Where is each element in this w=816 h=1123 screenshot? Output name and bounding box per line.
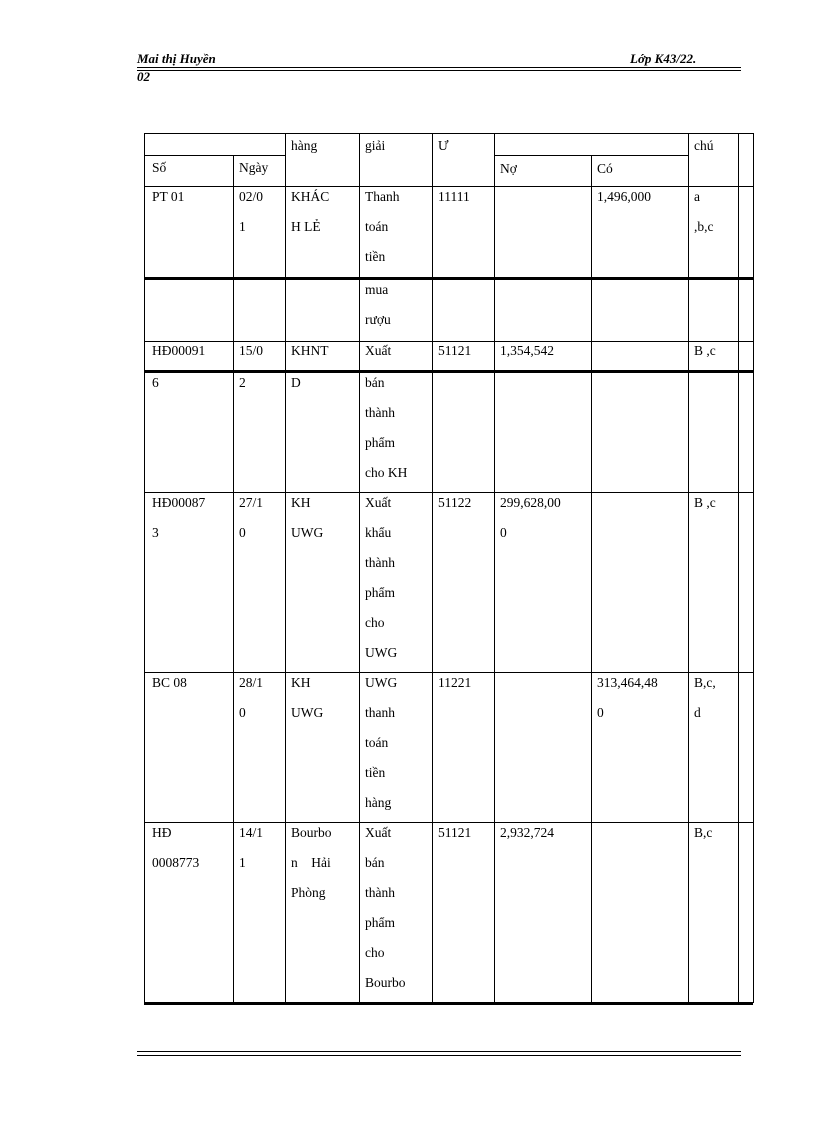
header-co: Có: [597, 161, 613, 176]
row-break-2: [144, 370, 753, 373]
cell-so: HĐ00091: [152, 343, 206, 358]
cell-ghi-chu: a: [694, 189, 700, 204]
cell-khach: UWG: [291, 705, 324, 720]
cell-ghi-chu: ,b,c: [694, 219, 714, 234]
row-break-1: [144, 277, 753, 280]
col-divider-tk-no: [494, 133, 495, 1003]
cell-so: 6: [152, 375, 159, 390]
header-author-line2: 02: [137, 69, 150, 84]
cell-ngay: 1: [239, 855, 246, 870]
cell-ghi-chu: B ,c: [694, 495, 716, 510]
table-border-left: [144, 133, 145, 1003]
header-class: Lớp K43/22.: [630, 51, 697, 66]
cell-khach: KHNT: [291, 343, 329, 358]
cell-dien-giai: phẩm: [365, 585, 395, 600]
cell-ngay: 14/1: [239, 825, 264, 840]
header-description: giải: [365, 138, 386, 153]
cell-dien-giai: Xuất: [365, 495, 392, 510]
cell-tk: 11111: [438, 189, 470, 204]
header-rule: [137, 67, 741, 68]
table-border-right: [753, 133, 754, 1003]
cell-dien-giai: mua: [365, 282, 389, 297]
cell-khach: D: [291, 375, 301, 390]
cell-dien-giai: hàng: [365, 795, 392, 810]
col-divider-khach-dg: [359, 133, 360, 1003]
table-border-bottom: [144, 1002, 753, 1005]
col-divider-so-ngay: [233, 155, 234, 1003]
cell-so: PT 01: [152, 189, 185, 204]
cell-ngay: 02/0: [239, 189, 264, 204]
header-so: Số: [152, 160, 167, 175]
header-account: Ư: [438, 138, 449, 153]
cell-khach: UWG: [291, 525, 324, 540]
cell-dien-giai: Bourbo: [365, 975, 406, 990]
cell-ngay: 28/1: [239, 675, 264, 690]
col-divider-co-note: [688, 133, 689, 1003]
cell-ngay: 0: [239, 525, 246, 540]
footer-rule: [137, 1051, 741, 1052]
cell-dien-giai: toán: [365, 735, 389, 750]
col-divider-ngay-khach: [285, 133, 286, 1003]
cell-dien-giai: thành: [365, 885, 395, 900]
header-split-right: [494, 155, 688, 156]
cell-ghi-chu: B,c,: [694, 675, 716, 690]
cell-co: 313,464,48: [597, 675, 658, 690]
cell-dien-giai: khẩu: [365, 525, 392, 540]
cell-dien-giai: cho KH: [365, 465, 408, 480]
cell-tk: 51121: [438, 825, 472, 840]
cell-ngay: 0: [239, 705, 246, 720]
cell-dien-giai: thành: [365, 555, 395, 570]
cell-dien-giai: phẩm: [365, 435, 395, 450]
header-rule-2: [137, 70, 741, 71]
cell-khach: Bourbo: [291, 825, 332, 840]
header-author: Mai thị Huyền: [137, 51, 216, 66]
cell-dien-giai: cho: [365, 945, 385, 960]
cell-dien-giai: tiền: [365, 765, 386, 780]
cell-ngay: 15/0: [239, 343, 264, 358]
header-no: Nợ: [500, 161, 517, 176]
cell-no: 2,932,724: [500, 825, 554, 840]
cell-ghi-chu: d: [694, 705, 701, 720]
cell-khach: n Hải: [291, 855, 331, 870]
cell-no: 0: [500, 525, 507, 540]
cell-ngay: 27/1: [239, 495, 264, 510]
cell-khach: Phòng: [291, 885, 326, 900]
cell-dien-giai: tiền: [365, 249, 386, 264]
cell-dien-giai: bán: [365, 375, 385, 390]
col-divider-note-end: [738, 133, 739, 1003]
cell-no: 299,628,00: [500, 495, 561, 510]
cell-dien-giai: thành: [365, 405, 395, 420]
cell-no: 1,354,542: [500, 343, 554, 358]
cell-tk: 51121: [438, 343, 472, 358]
cell-khach: KH: [291, 675, 311, 690]
cell-co: 0: [597, 705, 604, 720]
cell-dien-giai: UWG: [365, 645, 398, 660]
cell-ghi-chu: B,c: [694, 825, 713, 840]
col-divider-dg-tk: [432, 133, 433, 1003]
cell-tk: 51122: [438, 495, 472, 510]
cell-ghi-chu: B ,c: [694, 343, 716, 358]
cell-dien-giai: Xuất: [365, 343, 392, 358]
cell-so: 3: [152, 525, 159, 540]
cell-dien-giai: Xuất: [365, 825, 392, 840]
cell-dien-giai: UWG: [365, 675, 398, 690]
cell-tk: 11221: [438, 675, 472, 690]
cell-ngay: 1: [239, 219, 246, 234]
cell-so: BC 08: [152, 675, 187, 690]
cell-khach: KH: [291, 495, 311, 510]
footer-rule-2: [137, 1055, 741, 1056]
table-border-top: [144, 133, 753, 134]
cell-khach: H LẺ: [291, 219, 321, 234]
cell-co: 1,496,000: [597, 189, 651, 204]
cell-dien-giai: bán: [365, 855, 385, 870]
cell-dien-giai: rượu: [365, 312, 391, 327]
cell-dien-giai: cho: [365, 615, 385, 630]
header-note: chú: [694, 138, 714, 153]
cell-dien-giai: toán: [365, 219, 389, 234]
cell-khach: KHÁC: [291, 189, 330, 204]
cell-dien-giai: phẩm: [365, 915, 395, 930]
cell-dien-giai: thanh: [365, 705, 395, 720]
cell-so: 0008773: [152, 855, 200, 870]
col-divider-no-co: [591, 155, 592, 1003]
cell-so: HĐ: [152, 825, 172, 840]
header-ngay: Ngày: [239, 160, 269, 175]
cell-so: HĐ00087: [152, 495, 206, 510]
cell-ngay: 2: [239, 375, 246, 390]
header-customer: hàng: [291, 138, 318, 153]
cell-dien-giai: Thanh: [365, 189, 400, 204]
